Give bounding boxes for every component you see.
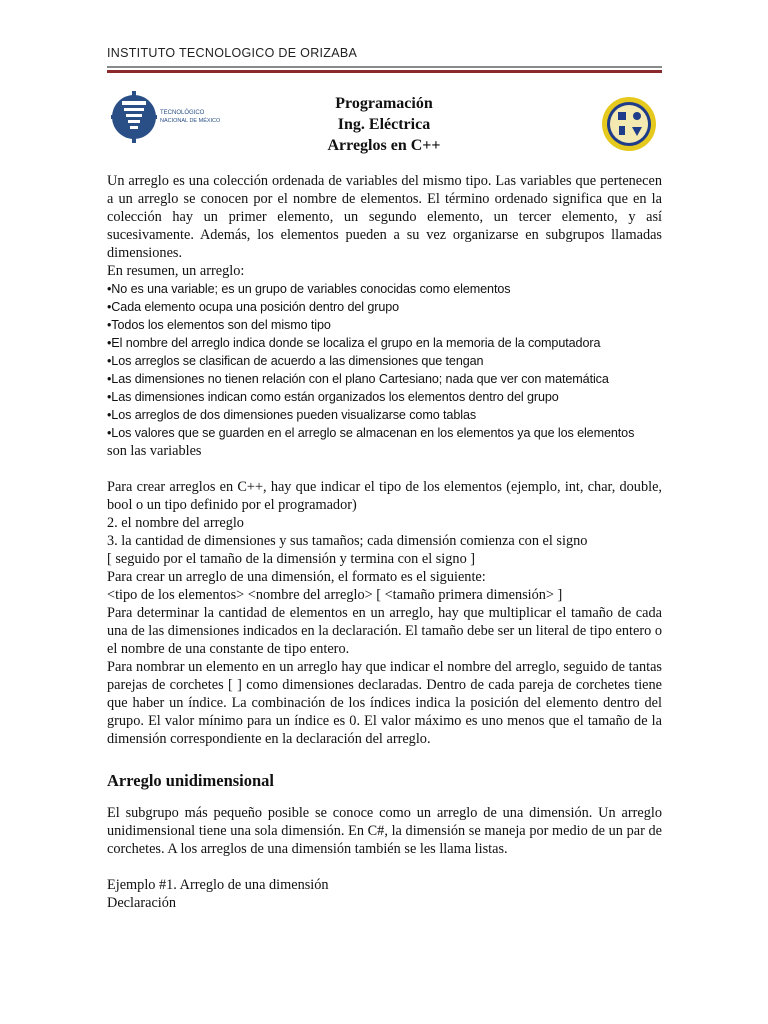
spacer: [107, 460, 662, 478]
bullet-item: •No es una variable; es un grupo de variables conocidas como elementos: [107, 282, 511, 296]
bullet-item: •Cada elemento ocupa una posición dentro del grupo: [107, 300, 400, 314]
bullet-item: •Todos los elementos son del mismo tipo: [107, 318, 331, 332]
example-title: Ejemplo #1. Arreglo de una dimensión: [107, 877, 329, 893]
bullet-item: •El nombre del arreglo indica donde se localiza el grupo en la memoria de la computadora: [107, 336, 601, 350]
create-line: 2. el nombre del arreglo: [107, 515, 244, 531]
intro-paragraph: Un arreglo es una colección ordenada de variables del mismo tipo. Las variables que pertenecen a un arreglo se conocen por el nombre de elementos. El término ordenado significa que en la colección hay un primer elemento, un segundo elemento, un tercer elemento, y así sucesivamente. Además, los elementos pueden a su vez organizarse en subgrupos llamadas dimensiones.: [107, 173, 662, 261]
example-subtitle: Declaración: [107, 895, 177, 911]
bullet-item: •Las dimensiones no tienen relación con el plano Cartesiano; nada que ver con matemática: [107, 372, 609, 386]
header-institution: INSTITUTO TECNOLOGICO DE ORIZABA: [107, 46, 358, 60]
header-rule-red: [107, 70, 662, 73]
title-career: Ing. Eléctrica: [337, 116, 431, 133]
header-rule-gray: [107, 66, 662, 68]
spacer: [107, 858, 662, 876]
summary-intro: En resumen, un arreglo:: [107, 263, 245, 279]
title-topic: Arreglos en C++: [327, 137, 441, 154]
create-line: 3. la cantidad de dimensiones y sus tamaños; cada dimensión comienza con el signo: [107, 533, 588, 549]
create-line: [ seguido por el tamaño de la dimensión y termina con el signo ]: [107, 551, 476, 567]
section-heading: Arreglo unidimensional: [107, 771, 275, 790]
bullet-item: •Las dimensiones indican como están organizados los elementos dentro del grupo: [107, 390, 559, 404]
create-paragraph: Para crear arreglos en C++, hay que indicar el tipo de los elementos (ejemplo, int, char, double, bool o un tipo definido por el programador): [107, 479, 662, 513]
bullet-list: [107, 280, 662, 460]
title-course: Programación: [335, 95, 433, 112]
bullet-item: •Los arreglos de dos dimensiones pueden visualizarse como tablas: [107, 408, 477, 422]
unidim-paragraph: El subgrupo más pequeño posible se conoce como un arreglo de una dimensión. Un arreglo unidimensional tiene una sola dimensión. En C#, la dimensión se maneja por medio de un par de corchetes. A los arreglos de una dimensión también se les llama listas.: [107, 805, 662, 857]
bullet-item: •Los valores que se guarden en el arreglo se almacenan en los elementos ya que los elementos: [107, 426, 635, 440]
create-line: <tipo de los elementos> <nombre del arreglo> [ <tamaño primera dimensión> ]: [107, 587, 563, 603]
name-paragraph: Para nombrar un elemento en un arreglo hay que indicar el nombre del arreglo, seguido de tantas parejas de corchetes [ ] como dimensiones declaradas. Dentro de cada pareja de corchetes tiene que haber un índice. La combinación de los índices indica la posición del elemento dentro del grupo. El valor mínimo para un índice es 0. El valor máximo es uno menos que el tamaño de la dimensión correspondiente en la declaración del arreglo.: [107, 659, 662, 747]
tecnm-logo-line1: TECNOLÓGICO: [160, 110, 205, 116]
bullet-continuation: son las variables: [107, 443, 202, 459]
size-paragraph: Para determinar la cantidad de elementos en un arreglo, hay que multiplicar el tamaño de cada una de las dimensiones indicados en la declaración. El tamaño debe ser un literal de tipo entero o el nombre de una constante de tipo entero.: [107, 605, 663, 657]
bullet-item: •Los arreglos se clasifican de acuerdo a las dimensiones que tengan: [107, 354, 484, 368]
tecnm-logo-line2: NACIONAL DE MÉXICO: [160, 118, 220, 124]
document-body: [107, 172, 662, 912]
create-line: Para crear un arreglo de una dimensión, el formato es el siguiente:: [107, 569, 486, 585]
document-title: [0, 93, 768, 156]
